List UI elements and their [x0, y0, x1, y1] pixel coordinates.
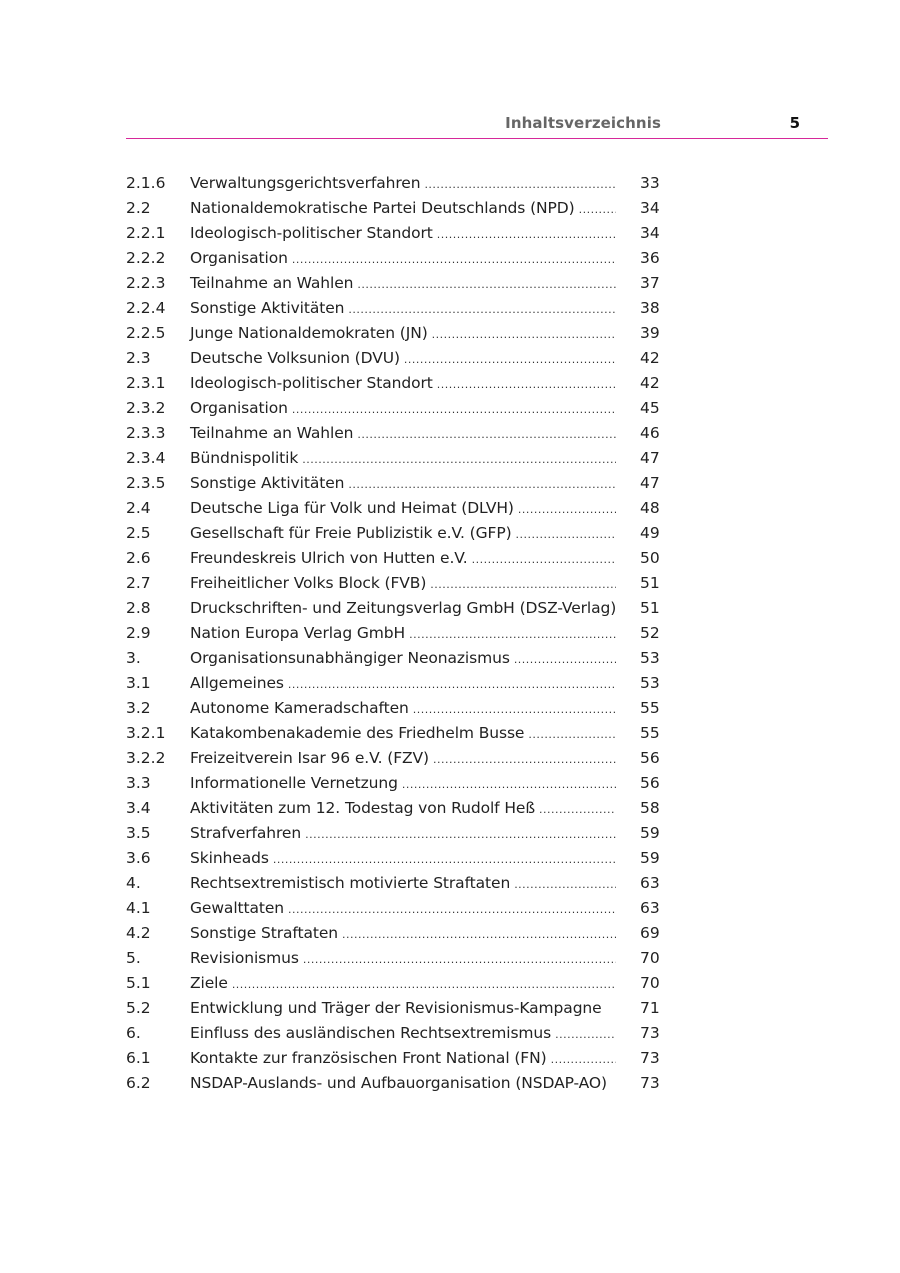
toc-entry[interactable] [126, 496, 666, 521]
toc-entry-title-line [190, 996, 616, 1021]
toc-entry-title-line [190, 846, 616, 872]
dot-leader [288, 897, 616, 922]
dot-leader [433, 747, 616, 772]
toc-entry-title-line [190, 821, 616, 847]
toc-entry-title-line [190, 621, 616, 647]
toc-entry-page: 51 [640, 599, 660, 617]
toc-entry-page: 47 [640, 474, 660, 492]
toc-entry-number: 2.3.3 [126, 424, 166, 442]
dot-leader [232, 972, 616, 997]
toc-entry-title: Freundeskreis Ulrich von Hutten e.V. [190, 549, 468, 567]
toc-entry-title-line [190, 596, 616, 621]
toc-entry-title: Gewalttaten [190, 899, 285, 917]
toc-entry[interactable] [126, 271, 666, 296]
toc-entry-number: 3.5 [126, 824, 151, 842]
toc-entry-number: 5.2 [126, 999, 151, 1017]
toc-entry-number: 3.2.1 [126, 724, 166, 742]
toc-entry[interactable] [126, 896, 666, 921]
toc-entry-page: 34 [640, 224, 660, 242]
toc-entry-title: Organisation [190, 249, 288, 267]
toc-entry-number: 2.3.5 [126, 474, 166, 492]
toc-entry-title-line [190, 296, 616, 322]
toc-entry-page: 70 [640, 974, 660, 992]
dot-leader [413, 697, 616, 722]
toc-entry-number: 2.2 [126, 199, 151, 217]
toc-entry-number: 2.3.2 [126, 399, 166, 417]
dot-leader [437, 372, 616, 397]
toc-entry[interactable] [126, 946, 666, 971]
toc-entry[interactable] [126, 346, 666, 371]
toc-entry-title-line [190, 1021, 616, 1047]
toc-entry-page: 56 [640, 749, 660, 767]
toc-entry-number: 2.4 [126, 499, 151, 517]
toc-entry-number: 2.3.1 [126, 374, 166, 392]
dot-leader [514, 647, 616, 672]
dot-leader [472, 547, 616, 572]
toc-entry[interactable] [126, 921, 666, 946]
toc-entry[interactable] [126, 296, 666, 321]
toc-entry[interactable] [126, 871, 666, 896]
toc-entry-title: Sonstige Straftaten [190, 924, 338, 942]
toc-entry-page: 73 [640, 1024, 660, 1042]
toc-entry-page: 42 [640, 349, 660, 367]
toc-entry-number: 3.3 [126, 774, 151, 792]
toc-entry-title: Informationelle Vernetzung [190, 774, 398, 792]
toc-entry-title-line [190, 796, 616, 822]
toc-entry-title: Sonstige Aktivitäten [190, 299, 345, 317]
toc-entry-title: Ideologisch-politischer Standort [190, 224, 433, 242]
running-head-title: Inhaltsverzeichnis [505, 114, 661, 132]
toc-entry-number: 2.5 [126, 524, 151, 542]
toc-entry-page: 47 [640, 449, 660, 467]
toc-entry-page: 70 [640, 949, 660, 967]
toc-entry-page: 59 [640, 824, 660, 842]
dot-leader [288, 672, 616, 697]
toc-entry-page: 48 [640, 499, 660, 517]
toc-entry-page: 42 [640, 374, 660, 392]
toc-entry-page: 58 [640, 799, 660, 817]
toc-entry-title-line [190, 896, 616, 922]
toc-entry-number: 4. [126, 874, 141, 892]
toc-entry-title: Kontakte zur französischen Front National (FN) [190, 1049, 547, 1067]
dot-leader [303, 947, 616, 972]
toc-entry-number: 2.2.1 [126, 224, 166, 242]
toc-entry-number: 3.4 [126, 799, 151, 817]
toc-entry-title-line [190, 871, 616, 897]
toc-entry-page: 45 [640, 399, 660, 417]
toc-entry-title: NSDAP-Auslands- und Aufbauorganisation (NSDAP-AO) [190, 1074, 607, 1092]
toc-entry-title: Teilnahme an Wahlen [190, 274, 354, 292]
toc-entry-page: 53 [640, 674, 660, 692]
toc-entry-title-line [190, 946, 616, 972]
toc-entry[interactable] [126, 196, 666, 221]
toc-entry-title-line [190, 696, 616, 722]
toc-entry[interactable] [126, 571, 666, 596]
dot-leader [539, 797, 616, 822]
toc-entry-number: 5.1 [126, 974, 151, 992]
toc-entry-title: Organisation [190, 399, 288, 417]
toc-entry-title-line [190, 221, 616, 247]
toc-entry-title-line [190, 546, 616, 572]
toc-entry-number: 2.8 [126, 599, 151, 617]
toc-entry-title-line [190, 921, 616, 947]
toc-entry-number: 3.2 [126, 699, 151, 717]
toc-entry-number: 2.7 [126, 574, 151, 592]
toc-entry[interactable] [126, 396, 666, 421]
toc-entry-title-line [190, 771, 616, 797]
toc-entry-number: 6.1 [126, 1049, 151, 1067]
toc-entry-page: 37 [640, 274, 660, 292]
dot-leader [432, 322, 616, 347]
toc-entry-title-line [190, 171, 616, 197]
toc-entry-page: 53 [640, 649, 660, 667]
toc-entry[interactable] [126, 721, 666, 746]
toc-entry-title-line [190, 746, 616, 772]
toc-entry[interactable] [126, 796, 666, 821]
toc-entry-page: 33 [640, 174, 660, 192]
dot-leader [302, 447, 616, 472]
toc-entry-page: 59 [640, 849, 660, 867]
toc-entry-number: 6.2 [126, 1074, 151, 1092]
dot-leader [409, 622, 616, 647]
dot-leader [305, 822, 616, 847]
toc-entry-page: 69 [640, 924, 660, 942]
toc-entry[interactable] [126, 696, 666, 721]
toc-entry-number: 4.1 [126, 899, 151, 917]
toc-entry-title: Sonstige Aktivitäten [190, 474, 345, 492]
toc-entry[interactable] [126, 1071, 666, 1096]
toc-entry-title-line [190, 196, 616, 222]
toc-entry-title: Teilnahme an Wahlen [190, 424, 354, 442]
toc-entry-title-line [190, 371, 616, 397]
toc-entry-title-line [190, 421, 616, 447]
toc-entry-title: Freizeitverein Isar 96 e.V. (FZV) [190, 749, 430, 767]
toc-entry-title: Strafverfahren [190, 824, 302, 842]
toc-entry-title-line [190, 971, 616, 997]
toc-entry-title-line [190, 496, 616, 522]
toc-entry-title: Autonome Kameradschaften [190, 699, 409, 717]
toc-entry-title-line [190, 271, 616, 297]
toc-entry-title-line [190, 346, 616, 372]
toc-entry[interactable] [126, 371, 666, 396]
toc-entry-page: 63 [640, 899, 660, 917]
toc-entry-title-line [190, 1071, 616, 1096]
toc-entry-page: 73 [640, 1049, 660, 1067]
toc-entry-title: Nation Europa Verlag GmbH [190, 624, 406, 642]
toc-entry[interactable] [126, 421, 666, 446]
toc-entry-title: Deutsche Liga für Volk und Heimat (DLVH) [190, 499, 514, 517]
toc-entry-page: 55 [640, 699, 660, 717]
toc-entry-number: 2.9 [126, 624, 151, 642]
toc-entry-page: 52 [640, 624, 660, 642]
toc-entry-title-line [190, 521, 616, 547]
toc-entry[interactable] [126, 1021, 666, 1046]
toc-entry-number: 2.2.3 [126, 274, 166, 292]
toc-entry-title-line [190, 396, 616, 422]
toc-entry-title: Revisionismus [190, 949, 299, 967]
toc-entry-title: Aktivitäten zum 12. Todestag von Rudolf Heß [190, 799, 536, 817]
toc-entry-number: 2.2.5 [126, 324, 166, 342]
toc-entry[interactable] [126, 821, 666, 846]
dot-leader [430, 572, 616, 597]
dot-leader [292, 397, 616, 422]
page-header [126, 112, 828, 139]
toc-entry-title-line [190, 471, 616, 497]
dot-leader [357, 272, 616, 297]
toc-entry[interactable] [126, 746, 666, 771]
toc-entry-title: Organisationsunabhängiger Neonazismus [190, 649, 510, 667]
toc-entry-page: 51 [640, 574, 660, 592]
toc-entry-title: Verwaltungsgerichtsverfahren [190, 174, 421, 192]
dot-leader [348, 297, 616, 322]
toc-entry[interactable] [126, 971, 666, 996]
toc-entry-title: Nationaldemokratische Partei Deutschlands (NPD) [190, 199, 575, 217]
toc-entry[interactable] [126, 221, 666, 246]
dot-leader [518, 497, 616, 522]
toc-entry-title-line [190, 321, 616, 347]
toc-entry-page: 49 [640, 524, 660, 542]
dot-leader [292, 247, 616, 272]
toc-entry[interactable] [126, 996, 666, 1021]
dot-leader [555, 1022, 616, 1047]
dot-leader [342, 922, 616, 947]
toc-entry-title: Bündnispolitik [190, 449, 299, 467]
dot-leader [357, 422, 616, 447]
table-of-contents [126, 171, 666, 1096]
toc-entry[interactable] [126, 171, 666, 196]
toc-entry-number: 2.2.2 [126, 249, 166, 267]
toc-entry-number: 3. [126, 649, 141, 667]
toc-entry-title: Entwicklung und Träger der Revisionismus-Kampagne [190, 999, 602, 1017]
toc-entry[interactable] [126, 546, 666, 571]
toc-entry-number: 2.6 [126, 549, 151, 567]
toc-entry-title: Junge Nationaldemokraten (JN) [190, 324, 428, 342]
dot-leader [514, 872, 616, 897]
toc-entry-number: 4.2 [126, 924, 151, 942]
toc-entry-number: 3.1 [126, 674, 151, 692]
toc-entry-number: 6. [126, 1024, 141, 1042]
dot-leader [528, 722, 616, 747]
toc-entry-page: 56 [640, 774, 660, 792]
toc-entry-number: 2.3.4 [126, 449, 166, 467]
toc-entry-page: 63 [640, 874, 660, 892]
dot-leader [579, 197, 616, 222]
toc-entry-page: 55 [640, 724, 660, 742]
toc-entry-title: Rechtsextremistisch motivierte Straftaten [190, 874, 511, 892]
toc-entry[interactable] [126, 471, 666, 496]
toc-entry-page: 38 [640, 299, 660, 317]
toc-entry[interactable] [126, 246, 666, 271]
toc-entry[interactable] [126, 771, 666, 796]
dot-leader [437, 222, 616, 247]
toc-entry-title: Katakombenakademie des Friedhelm Busse [190, 724, 525, 742]
toc-entry-page: 34 [640, 199, 660, 217]
dot-leader [402, 772, 616, 797]
toc-entry-title: Einfluss des ausländischen Rechtsextremismus [190, 1024, 552, 1042]
toc-entry-title: Gesellschaft für Freie Publizistik e.V. (GFP) [190, 524, 512, 542]
toc-entry-title: Druckschriften- und Zeitungsverlag GmbH (DSZ-Verlag) [190, 599, 617, 617]
page-number: 5 [789, 114, 800, 132]
toc-entry-page: 50 [640, 549, 660, 567]
toc-entry-page: 39 [640, 324, 660, 342]
toc-entry-number: 2.2.4 [126, 299, 166, 317]
dot-leader [424, 172, 616, 197]
toc-entry-title: Freiheitlicher Volks Block (FVB) [190, 574, 427, 592]
toc-entry-number: 2.1.6 [126, 174, 166, 192]
dot-leader [348, 472, 616, 497]
toc-entry-title-line [190, 246, 616, 272]
toc-entry-title: Skinheads [190, 849, 269, 867]
toc-entry-title: Ideologisch-politischer Standort [190, 374, 433, 392]
toc-entry[interactable] [126, 671, 666, 696]
toc-entry-number: 5. [126, 949, 141, 967]
toc-entry[interactable] [126, 646, 666, 671]
toc-entry-title: Deutsche Volksunion (DVU) [190, 349, 400, 367]
toc-entry-page: 71 [640, 999, 660, 1017]
toc-entry-title-line [190, 446, 616, 472]
toc-entry[interactable] [126, 846, 666, 871]
dot-leader [551, 1047, 616, 1072]
toc-entry-title-line [190, 671, 616, 697]
toc-entry[interactable] [126, 521, 666, 546]
toc-entry-title-line [190, 721, 616, 747]
toc-entry-title-line [190, 1046, 616, 1072]
toc-entry[interactable] [126, 596, 666, 621]
toc-entry-title: Ziele [190, 974, 228, 992]
toc-entry-title-line [190, 646, 616, 672]
toc-entry-number: 3.6 [126, 849, 151, 867]
toc-entry-page: 73 [640, 1074, 660, 1092]
toc-entry[interactable] [126, 321, 666, 346]
dot-leader [404, 347, 616, 372]
dot-leader [516, 522, 616, 547]
toc-entry-title: Allgemeines [190, 674, 284, 692]
toc-entry-number: 2.3 [126, 349, 151, 367]
toc-entry-number: 3.2.2 [126, 749, 166, 767]
toc-entry-page: 46 [640, 424, 660, 442]
toc-entry[interactable] [126, 1046, 666, 1071]
toc-entry-title-line [190, 571, 616, 597]
toc-entry-page: 36 [640, 249, 660, 267]
toc-entry[interactable] [126, 621, 666, 646]
toc-entry[interactable] [126, 446, 666, 471]
dot-leader [273, 847, 616, 872]
